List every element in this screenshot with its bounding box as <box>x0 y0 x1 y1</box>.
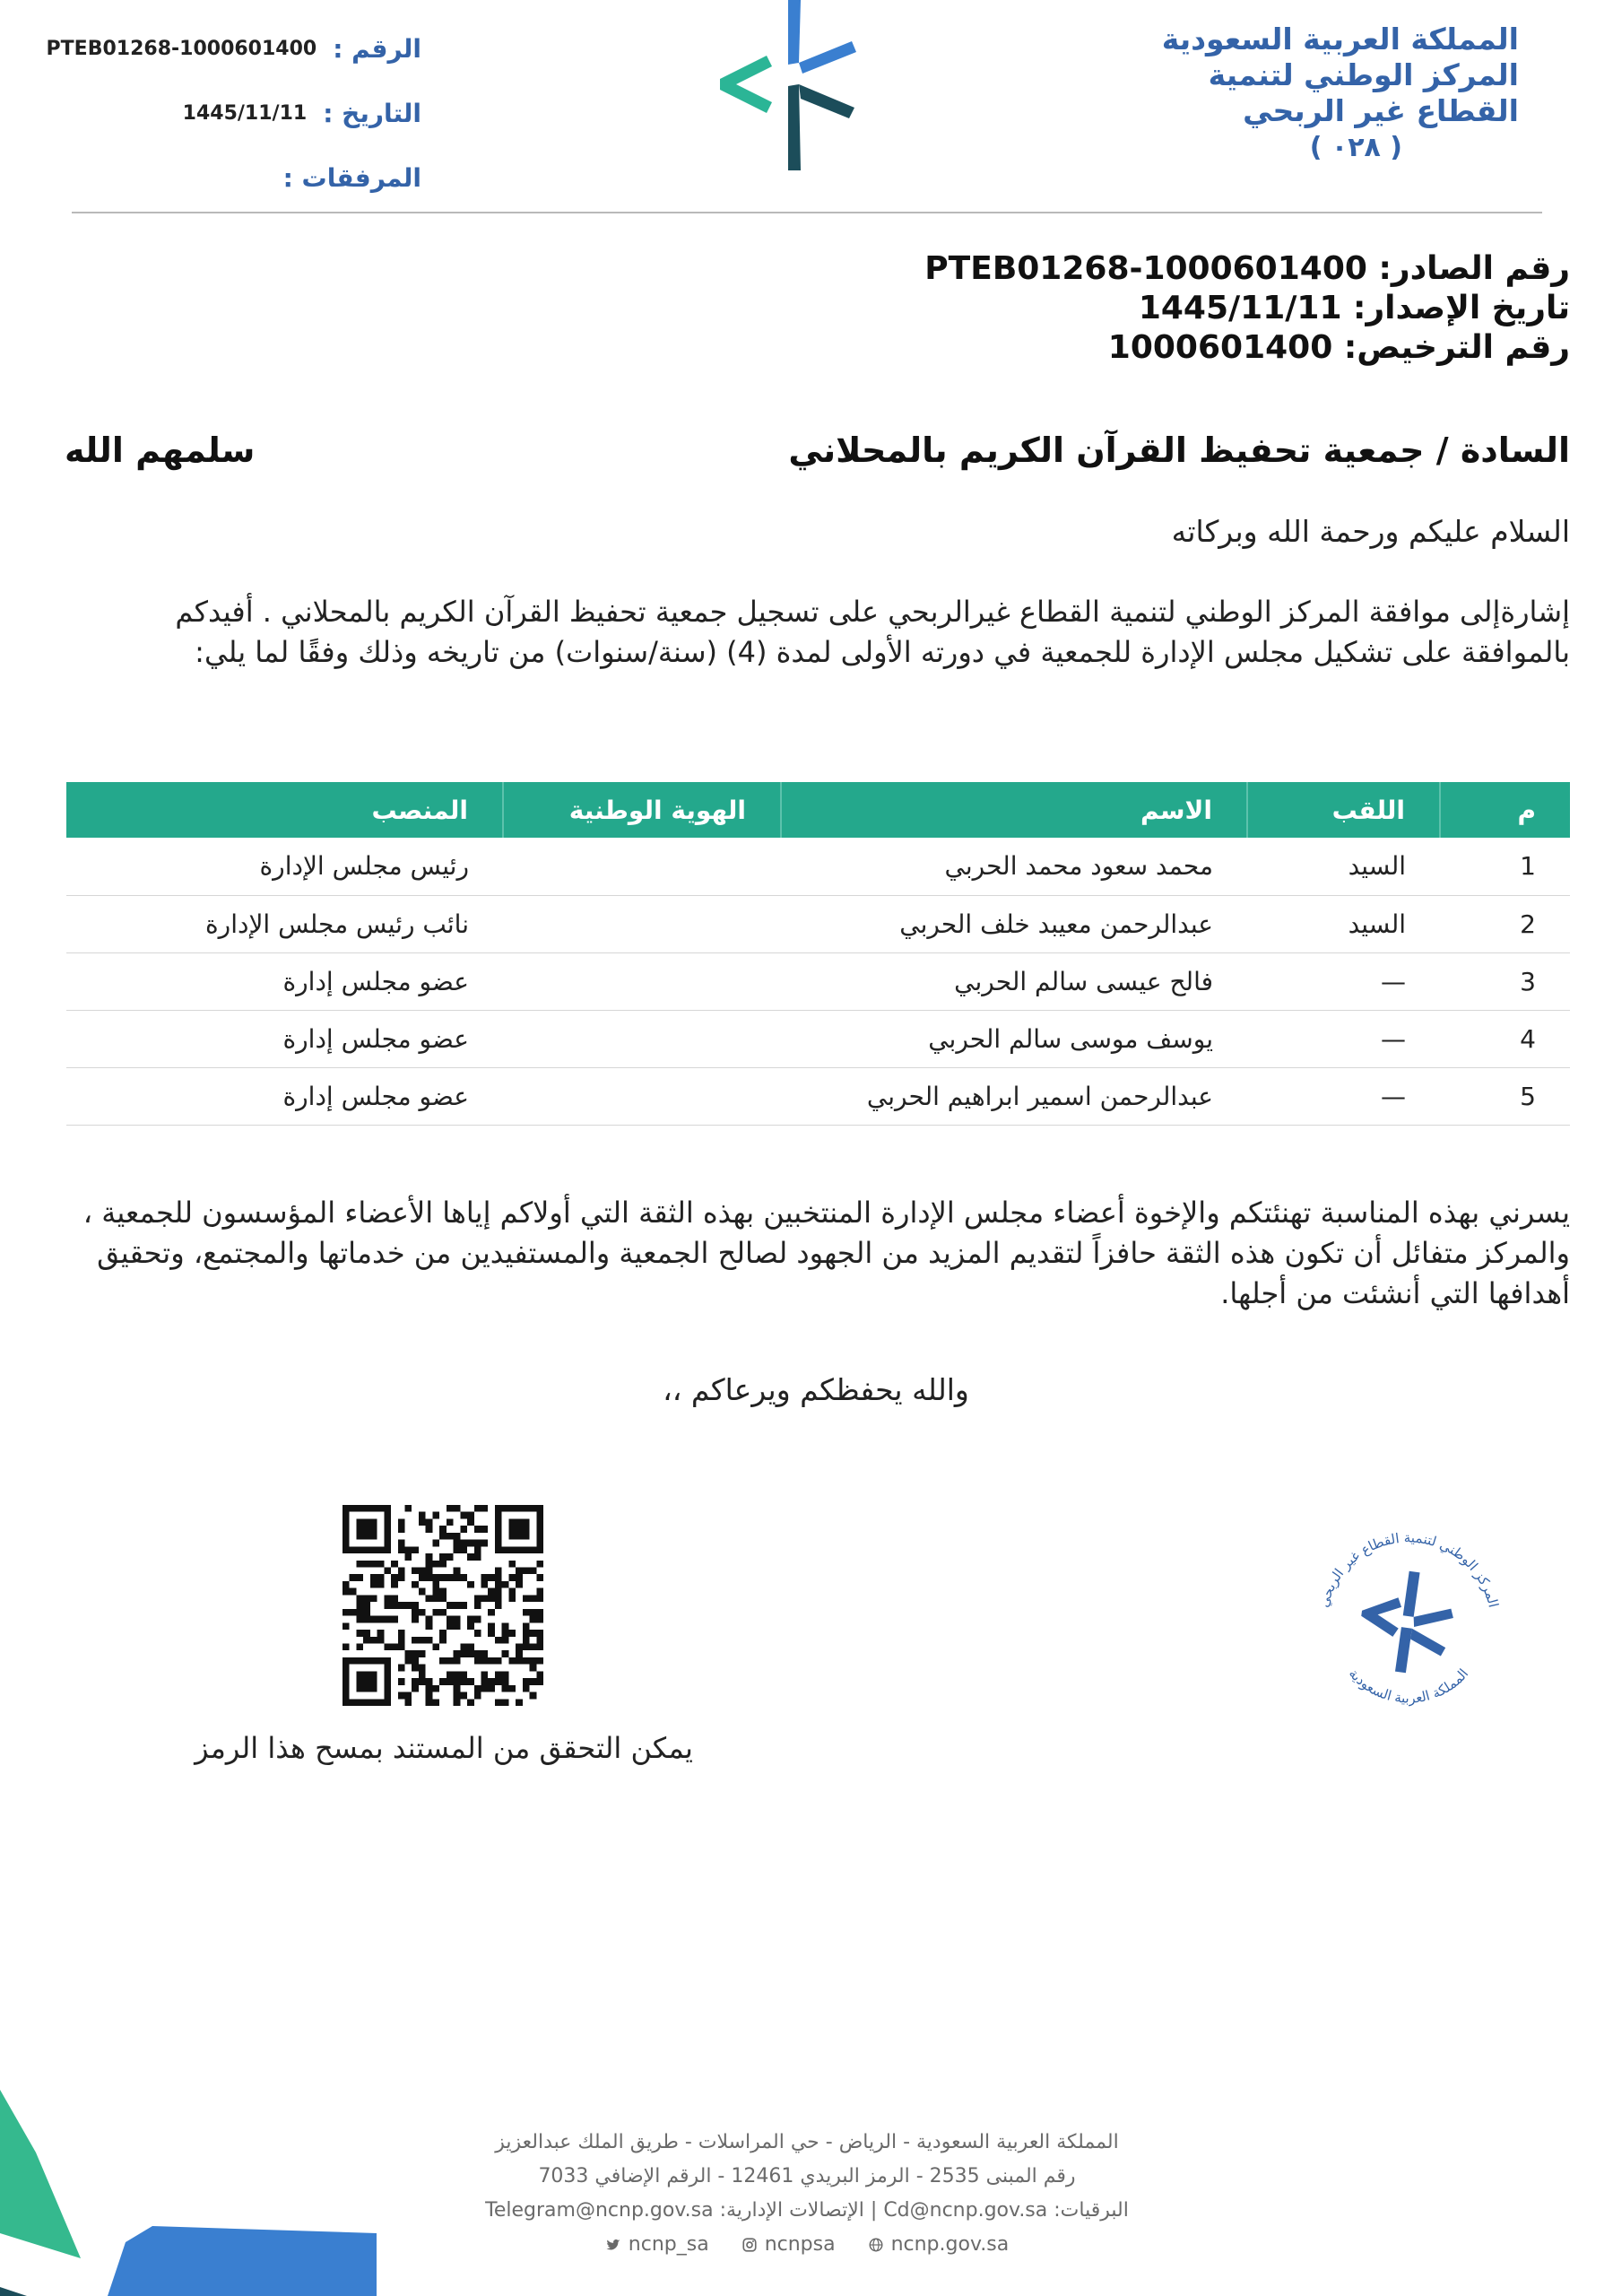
table-row <box>66 952 1570 1010</box>
row-national-id <box>503 952 781 1010</box>
approval-paragraph: إشارةإلى موافقة المركز الوطني لتنمية القطاع غيرالربحي على تسجيل جمعية تحفيظ القرآن الكريم بالمحلاني . أفيدكم بالموافقة على تشكيل مجلس الإدارة للجمعية في دورته الأولى لمدة (4) (سنة/سنوات) من تاريخه وذلك وفقًا لما يلي: <box>175 595 1570 669</box>
footer <box>403 2126 1210 2262</box>
license-value: 1000601400 <box>1107 329 1333 366</box>
row-national-id <box>503 838 781 895</box>
qr-caption: يمكن التحقق من المستند بمسح هذا الرمز <box>195 1731 693 1765</box>
row-title: — <box>1247 952 1440 1010</box>
social-twitter-label: ncnp_sa <box>628 2233 709 2256</box>
row-position: نائب رئيس مجلس الإدارة <box>66 895 503 952</box>
issue-date-line <box>924 289 1570 328</box>
header-position: المنصب <box>66 782 503 838</box>
row-name: فالح عيسى سالم الحربي <box>781 952 1247 1010</box>
qr-code-icon[interactable] <box>343 1505 543 1706</box>
organization-header <box>1071 22 1519 167</box>
header-title: اللقب <box>1247 782 1440 838</box>
table-row <box>66 1067 1570 1125</box>
board-members-table <box>66 782 1570 1126</box>
social-instagram[interactable] <box>741 2228 836 2262</box>
addressee-regards: سلمهم الله <box>65 430 256 470</box>
issue-info <box>924 249 1570 368</box>
reference-meta <box>45 16 421 210</box>
license-line <box>924 328 1570 368</box>
row-position: رئيس مجلس الإدارة <box>66 838 503 895</box>
closing-line: والله يحفظكم ويرعاكم ،، <box>663 1372 969 1407</box>
footer-socials <box>403 2228 1210 2262</box>
table-header-row <box>66 782 1570 838</box>
table-row <box>66 895 1570 952</box>
social-website-label: ncnp.gov.sa <box>890 2233 1010 2256</box>
row-number: 3 <box>1440 952 1570 1010</box>
row-name: يوسف موسى سالم الحربي <box>781 1010 1247 1067</box>
meta-date-row <box>45 81 421 145</box>
header-national-id: الهوية الوطنية <box>503 782 781 838</box>
row-national-id <box>503 1067 781 1125</box>
twitter-icon <box>605 2237 621 2253</box>
row-name: عبدالرحمن اسمير ابراهيم الحربي <box>781 1067 1247 1125</box>
row-position: عضو مجلس إدارة <box>66 1067 503 1125</box>
row-position: عضو مجلس إدارة <box>66 952 503 1010</box>
row-number: 2 <box>1440 895 1570 952</box>
ncnp-logo-icon <box>713 0 856 175</box>
meta-date-label: التاريخ : <box>323 98 421 128</box>
issue-date-value: 1445/11/11 <box>1138 290 1342 326</box>
header-number: م <box>1440 782 1570 838</box>
footer-contact: البرقيات: Cd@ncnp.gov.sa | الإتصالات الإدارية: Telegram@ncnp.gov.sa <box>485 2199 1129 2222</box>
row-title: السيد <box>1247 838 1440 895</box>
meta-attachments-label: المرفقات : <box>282 162 421 193</box>
row-name: محمد سعود محمد الحربي <box>781 838 1247 895</box>
org-line-center: المركز الوطني لتنمية <box>1208 57 1519 92</box>
row-number: 4 <box>1440 1010 1570 1067</box>
social-website[interactable] <box>868 2228 1010 2262</box>
org-number: ( ٠٢٨ ) <box>1309 132 1402 163</box>
stamp-ring-top: المركز الوطني لتنمية القطاع غير الربحي <box>1315 1529 1502 1610</box>
row-title: — <box>1247 1010 1440 1067</box>
instagram-icon <box>741 2237 758 2253</box>
row-title: — <box>1247 1067 1440 1125</box>
issue-number-label: رقم الصادر: <box>1378 250 1570 287</box>
row-name: عبدالرحمن معيبد خلف الحربي <box>781 895 1247 952</box>
issue-number-line <box>924 249 1570 289</box>
social-instagram-label: ncnpsa <box>764 2233 836 2256</box>
footer-address-1: المملكة العربية السعودية - الرياض - حي المراسلات - طريق الملك عبدالعزيز <box>495 2131 1119 2153</box>
row-position: عضو مجلس إدارة <box>66 1010 503 1067</box>
table-row <box>66 838 1570 895</box>
meta-date-value: 1445/11/11 <box>182 101 308 125</box>
footer-decoration-icon <box>0 1973 377 2296</box>
table-row <box>66 1010 1570 1067</box>
org-line-country: المملكة العربية السعودية <box>1161 22 1519 57</box>
meta-reference-label: الرقم : <box>333 33 421 64</box>
row-title: السيد <box>1247 895 1440 952</box>
row-number: 1 <box>1440 838 1570 895</box>
footer-address-2: رقم المبنى 2535 - الرمز البريدي 12461 - الرقم الإضافي 7033 <box>538 2165 1076 2187</box>
official-stamp-icon <box>1298 1511 1518 1731</box>
header-name: الاسم <box>781 782 1247 838</box>
meta-reference-value: PTEB01268-1000601400 <box>46 37 317 60</box>
globe-icon <box>868 2237 884 2253</box>
row-national-id <box>503 895 781 952</box>
stamp-ring-bottom: المملكة العربية السعودية <box>1345 1665 1472 1707</box>
issue-date-label: تاريخ الإصدار: <box>1353 290 1570 326</box>
row-national-id <box>503 1010 781 1067</box>
addressee: السادة / جمعية تحفيظ القرآن الكريم بالمحلاني <box>788 430 1570 470</box>
social-twitter[interactable] <box>605 2228 709 2262</box>
svg-text:المملكة العربية السعودية <box>1346 1665 1472 1707</box>
license-label: رقم الترخيص: <box>1343 329 1570 366</box>
meta-reference-row <box>45 16 421 81</box>
issue-number-value: PTEB01268-1000601400 <box>924 250 1367 287</box>
greeting: السلام عليكم ورحمة الله وبركاته <box>1171 514 1570 549</box>
congratulations-paragraph: يسرني بهذه المناسبة تهنئتكم والإخوة أعضاء مجلس الإدارة المنتخبين بهذه الثقة التي أولاكم إياها الأعضاء المؤسسون للجمعية ، والمركز متفائل أن تكون هذه الثقة حافزاً لتقديم المزيد من الجهود لصالح الجمعية والمستفيدين من خدماتها والمجتمع، وتحقيق أهدافها التي أنشئت من أجلها. <box>82 1196 1570 1310</box>
org-line-sector: القطاع غير الربحي <box>1243 93 1519 128</box>
header-divider <box>72 212 1542 213</box>
row-number: 5 <box>1440 1067 1570 1125</box>
meta-attachments-row <box>45 145 421 210</box>
